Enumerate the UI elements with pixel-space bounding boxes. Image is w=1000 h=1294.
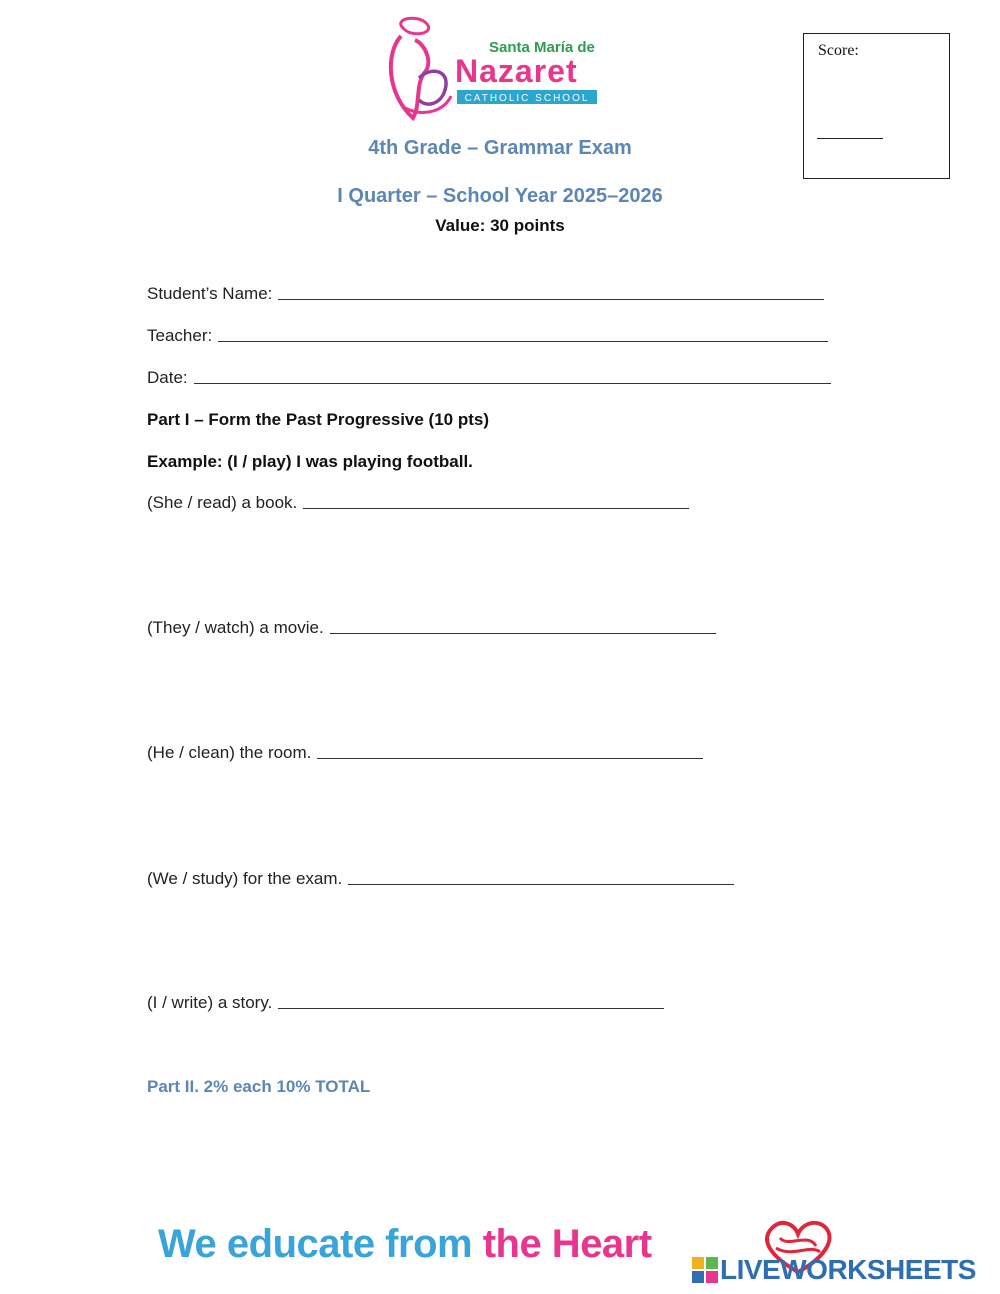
part1-heading: Part I – Form the Past Progressive (10 pts) [147,410,490,429]
date-row [147,368,831,388]
exam-value: Value: 30 points [435,216,565,235]
list-item [147,869,734,889]
part1-example: Example: (I / play) I was playing football. [147,452,473,471]
slogan-part-b: the Heart [482,1222,652,1266]
logo-line1: Santa María de [489,39,595,56]
madonna-icon [391,18,451,118]
list-item [147,618,716,638]
teacher-input[interactable] [218,340,828,342]
exam-title: 4th Grade – Grammar Exam [368,137,632,159]
list-item [147,493,689,513]
student-name-input[interactable] [278,298,824,300]
list-item [147,743,703,763]
liveworksheets-watermark [692,1254,976,1286]
answer-input-4[interactable] [348,883,734,885]
logo-line3: CATHOLIC SCHOOL [464,93,590,104]
answer-input-5[interactable] [278,1007,664,1009]
answer-input-2[interactable] [330,632,716,634]
liveworksheets-blocks-icon [692,1257,718,1283]
teacher-label: Teacher: [147,326,213,345]
item-prompt: (We / study) for the exam. [147,869,343,888]
footer-slogan [158,1222,652,1267]
item-prompt: (He / clean) the room. [147,743,312,762]
logo-line2: Nazaret [455,53,578,89]
liveworksheets-brand: LIVEWORKSHEETS [720,1254,976,1285]
list-item [147,993,664,1013]
date-label: Date: [147,368,188,387]
slogan-part-a: We educate from [158,1222,483,1266]
part2-heading: Part II. 2% each 10% TOTAL [147,1077,371,1096]
answer-input-1[interactable] [303,507,689,509]
exam-subtitle: I Quarter – School Year 2025–2026 [337,185,663,207]
item-prompt: (She / read) a book. [147,493,298,512]
answer-input-3[interactable] [317,757,703,759]
student-name-label: Student’s Name: [147,284,273,303]
date-input[interactable] [194,382,831,384]
teacher-row [147,326,828,346]
score-label: Score: [818,42,859,59]
student-name-row [147,284,824,304]
school-logo [385,14,605,126]
item-prompt: (I / write) a story. [147,993,273,1012]
item-prompt: (They / watch) a movie. [147,618,324,637]
